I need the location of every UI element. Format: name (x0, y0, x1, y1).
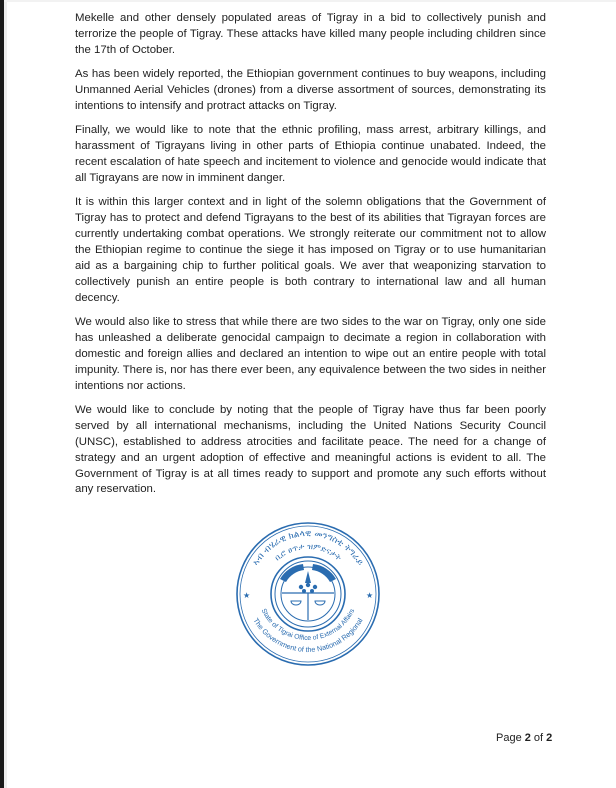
paragraph-4: It is within this larger context and in light of the solemn obligations that the Government of Tigray has to protect and defend Tigrayans to the best of its abilities that Tigrayan forces are currently undertaking combat operations. We strongly reiterate our commitment not to allow the Ethiopian regime to continue the siege it has imposed on Tigray or to use humanitarian aid as a bargaining chip to further political goals. We aver that weaponizing starvation to collectively punish an entire people is both contrary to international law and all human decency. (75, 196, 546, 304)
document-body (75, 11, 546, 507)
page-number (496, 732, 552, 744)
page-prefix: Page (496, 732, 525, 744)
paragraph-1: Mekelle and other densely populated areas of Tigray in a bid to collectively punish and terrorize the people of Tigray. These attacks have killed many people including children since the 17th of October. (75, 12, 546, 56)
page-total: 2 (546, 732, 553, 744)
seal-outer-text-amharic: ኣብ ብሄራዊ ክልላዊ መንግስቲ ትግራይ (251, 528, 365, 568)
seal-outer-text-english: The Government of the National Regional (251, 616, 365, 655)
paragraph-3: Finally, we would like to note that the ethnic profiling, mass arrest, arbitrary killings, and harassment of Tigrayans living in other parts of Ethiopia continue unabated. Indeed, the recent escalation of hate speech and incitement to violence and genocide would indicate that all Tigrayans are now in imminent danger. (75, 124, 546, 184)
paragraph-2: As has been widely reported, the Ethiopian government continues to buy weapons, including Unmanned Aerial Vehicles (drones) from a diverse assortment of sources, demonstrating its intentions to intensify and protract attacks on Tigray. (75, 68, 546, 112)
seal-inner-text-english: State of Tigrai Office of External Affairs (259, 607, 357, 643)
svg-text:★: ★ (243, 591, 251, 600)
left-page-shadow (4, 0, 7, 788)
paragraph-5: We would also like to stress that while there are two sides to the war on Tigray, only one side has unleashed a deliberate genocidal campaign to decimate a region in collaboration with domestic and foreign allies and declared an intention to wipe out an entire people with total impunity. There is, nor has there ever been, any equivalence between the two sides in neither intentions nor actions. (75, 315, 546, 392)
seal-emblem-icon (233, 519, 383, 669)
seal-inner-text-amharic: ቢሮ ፀጥታ ዝምድናታት (272, 541, 344, 563)
top-page-shadow (4, 0, 616, 2)
paragraph-6: We would like to conclude by noting that the people of Tigray have thus far been poorly served by all international mechanisms, including the United Nations Security Council (UNSC), established to address atrocities and facilitate peace. The need for a change of strategy and an urgent adoption of effective and meaningful actions is evident to all. The Government of Tigray is at all times ready to support and promote any such efforts without any reservation. (75, 403, 546, 496)
page-of: of (530, 732, 547, 744)
page-current: 2 (524, 732, 531, 744)
official-seal (233, 519, 383, 669)
svg-text:★: ★ (366, 591, 374, 600)
